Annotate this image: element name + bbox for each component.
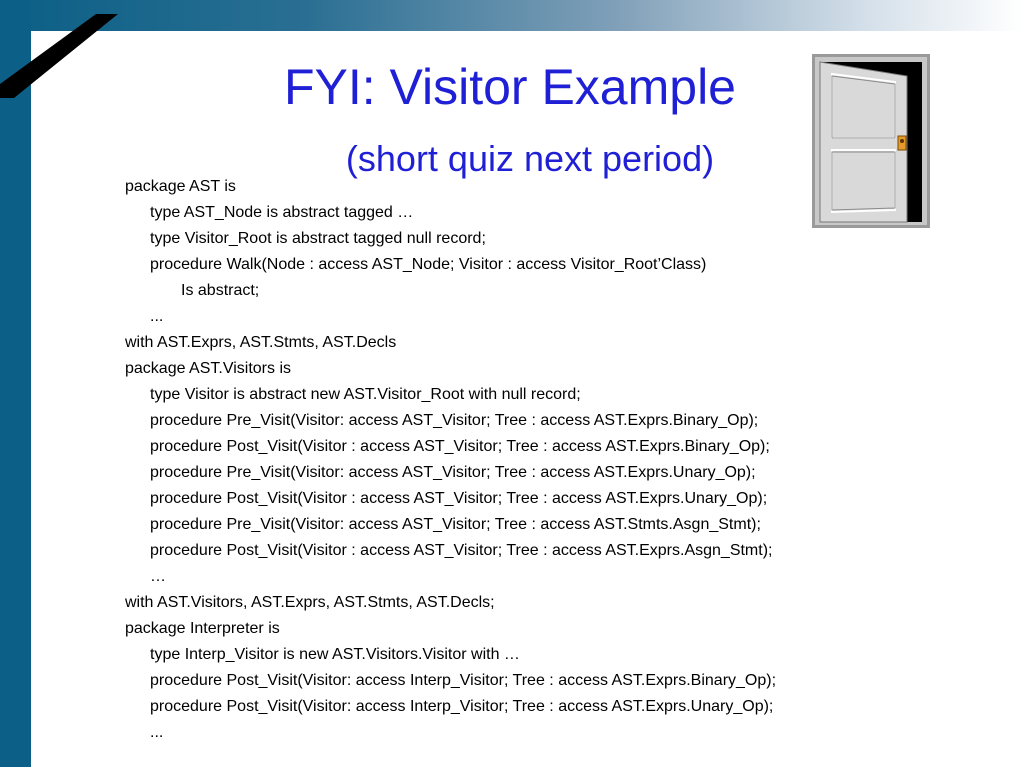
code-line: Is abstract;: [181, 282, 260, 299]
code-line: procedure Pre_Visit(Visitor: access AST_Visitor; Tree : access AST.Exprs.Unary_Op);: [150, 464, 756, 481]
code-line: with AST.Exprs, AST.Stmts, AST.Decls: [125, 334, 397, 351]
left-decor-band: [0, 0, 31, 767]
slide-title: FYI: Visitor Example: [283, 59, 736, 115]
code-listing: [125, 177, 945, 749]
top-decor-band: [0, 0, 1023, 31]
code-line: with AST.Visitors, AST.Exprs, AST.Stmts, AST.Decls;: [125, 594, 495, 611]
code-line: type Interp_Visitor is new AST.Visitors.Visitor with …: [150, 646, 520, 663]
code-line: type Visitor is abstract new AST.Visitor_Root with null record;: [150, 386, 581, 403]
code-line: ...: [150, 308, 164, 325]
code-line: procedure Walk(Node : access AST_Node; Visitor : access Visitor_Root’Class): [150, 256, 707, 273]
code-line: ...: [150, 724, 164, 741]
code-line: type Visitor_Root is abstract tagged null record;: [150, 230, 486, 247]
code-line: package AST.Visitors is: [125, 360, 292, 377]
code-line: procedure Post_Visit(Visitor : access AST_Visitor; Tree : access AST.Exprs.Asgn_Stmt);: [150, 542, 773, 559]
code-line: procedure Post_Visit(Visitor : access AST_Visitor; Tree : access AST.Exprs.Unary_Op);: [150, 490, 768, 507]
corner-stripe-decor: [0, 0, 130, 110]
code-line: …: [150, 568, 166, 585]
code-line: procedure Post_Visit(Visitor: access Interp_Visitor; Tree : access AST.Exprs.Unary_Op);: [150, 698, 774, 715]
code-line: procedure Pre_Visit(Visitor: access AST_Visitor; Tree : access AST.Stmts.Asgn_Stmt);: [150, 516, 761, 533]
code-line: procedure Pre_Visit(Visitor: access AST_Visitor; Tree : access AST.Exprs.Binary_Op);: [150, 412, 759, 429]
code-line: procedure Post_Visit(Visitor : access AST_Visitor; Tree : access AST.Exprs.Binary_Op);: [150, 438, 770, 455]
code-line: procedure Post_Visit(Visitor: access Interp_Visitor; Tree : access AST.Exprs.Binary_Op);: [150, 672, 777, 689]
code-line: package Interpreter is: [125, 620, 280, 637]
slide-subtitle: (short quiz next period): [345, 138, 715, 179]
code-line: package AST is: [125, 178, 236, 195]
code-line: type AST_Node is abstract tagged …: [150, 204, 414, 221]
